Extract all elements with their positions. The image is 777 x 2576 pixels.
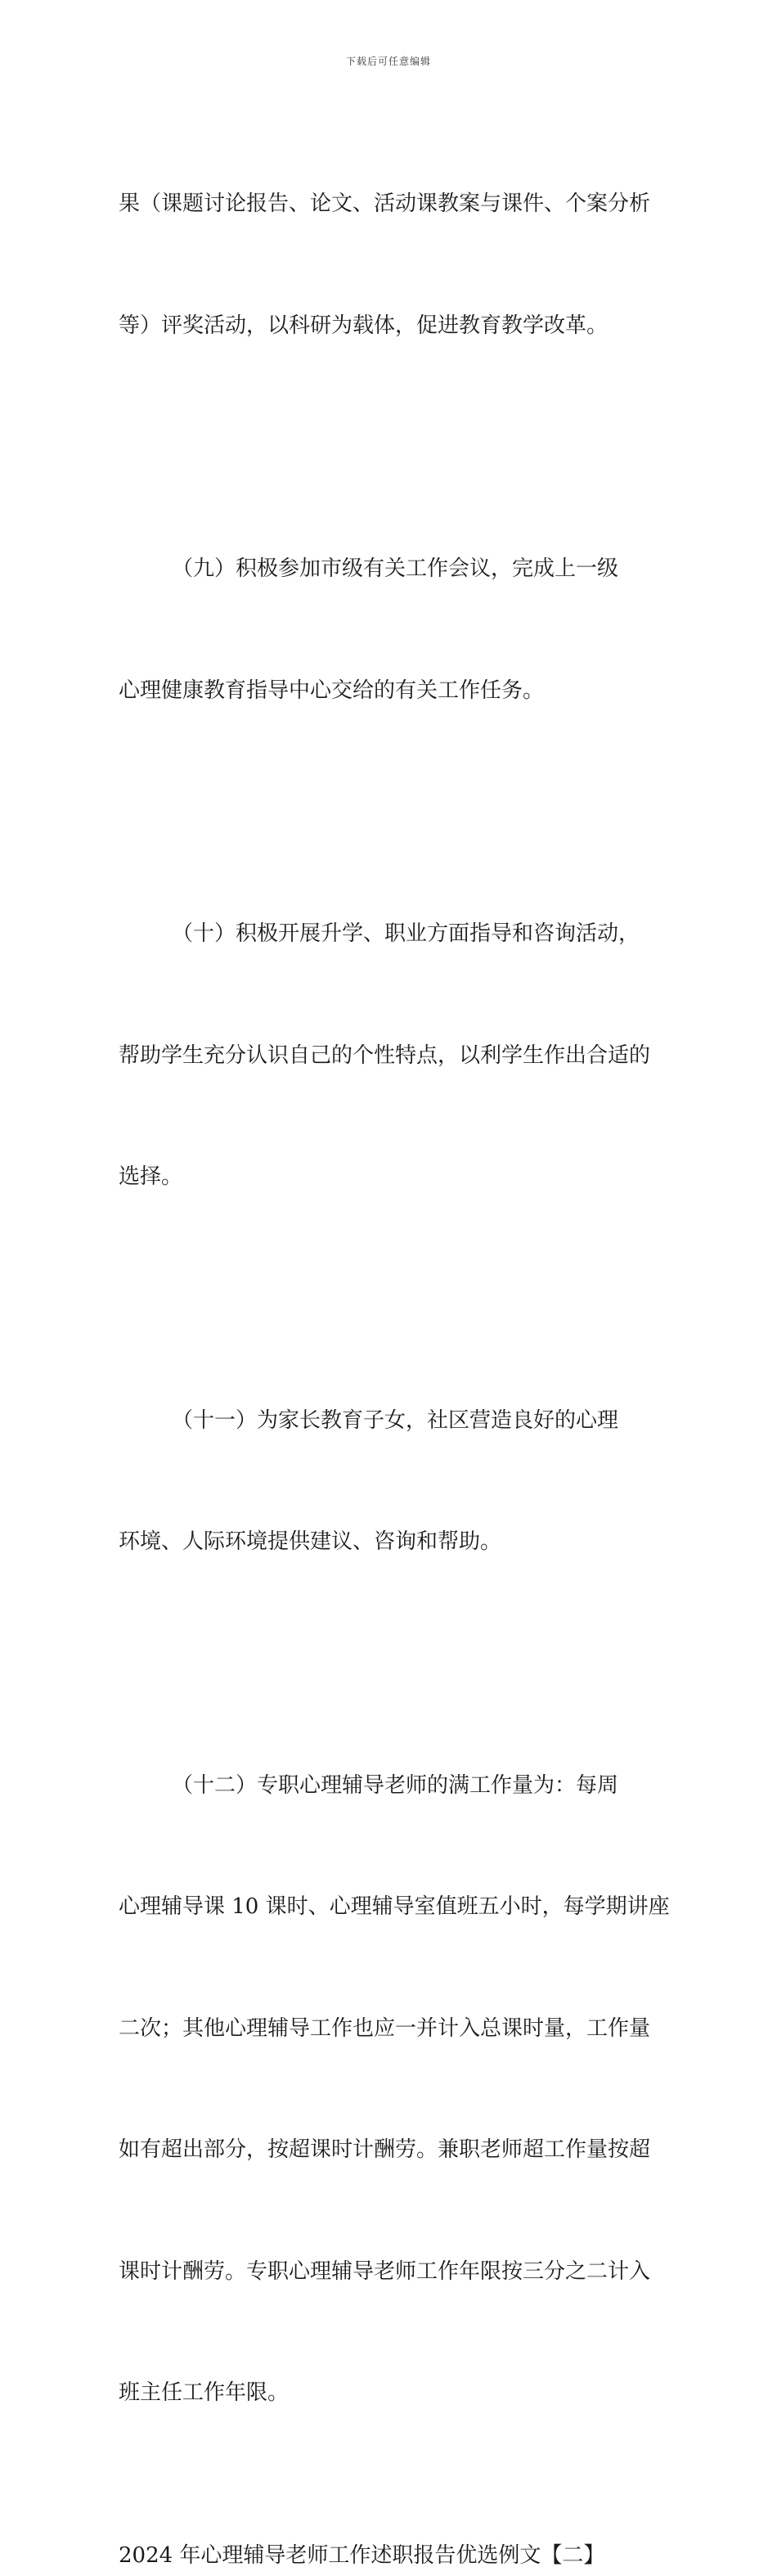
page-header: 下载后可任意编辑: [0, 54, 777, 68]
paragraph-gap: [119, 792, 662, 833]
text-line: 果（课题讨论报告、论文、活动课教案与课件、个案分析: [119, 184, 662, 225]
text-line: 如有超出部分，按超课时计酬劳。兼职老师超工作量按超: [119, 2130, 662, 2171]
text-line: （十一）为家长教育子女，社区营造良好的心理: [119, 1401, 662, 1442]
text-line: 帮助学生充分认识自己的个性特点，以利学生作出合适的: [119, 1036, 662, 1077]
document-body: [119, 103, 662, 2576]
paragraph-gap: [119, 1279, 662, 1320]
paragraph-gap: [119, 1644, 662, 1685]
text-line: （十）积极开展升学、职业方面指导和咨询活动，: [119, 914, 662, 955]
paragraph-item-10: [119, 833, 662, 1279]
paragraph-item-11: [119, 1320, 662, 1644]
paragraph-continued: [119, 103, 662, 427]
paragraph-gap: [119, 427, 662, 468]
text-line: 心理辅导课 10 课时、心理辅导室值班五小时，每学期讲座: [119, 1887, 662, 1928]
text-line: 选择。: [119, 1157, 662, 1198]
text-line: 环境、人际环境提供建议、咨询和帮助。: [119, 1522, 662, 1563]
text-line: 心理健康教育指导中心交给的有关工作任务。: [119, 671, 662, 712]
text-line: （九）积极参加市级有关工作会议，完成上一级: [119, 549, 662, 590]
paragraph-item-9: [119, 468, 662, 792]
text-line: 课时计酬劳。专职心理辅导老师工作年限按三分之二计入: [119, 2252, 662, 2293]
paragraph-gap: [119, 2495, 662, 2536]
paragraph-item-12: [119, 1685, 662, 2495]
text-line: 等）评奖活动，以科研为载体，促进教育教学改革。: [119, 306, 662, 347]
text-line: （十二）专职心理辅导老师的满工作量为：每周: [119, 1766, 662, 1807]
text-line: 班主任工作年限。: [119, 2373, 662, 2414]
section-title: 2024 年心理辅导老师工作述职报告优选例文【二】: [119, 2536, 662, 2576]
text-line: 二次；其他心理辅导工作也应一并计入总课时量，工作量: [119, 2009, 662, 2050]
